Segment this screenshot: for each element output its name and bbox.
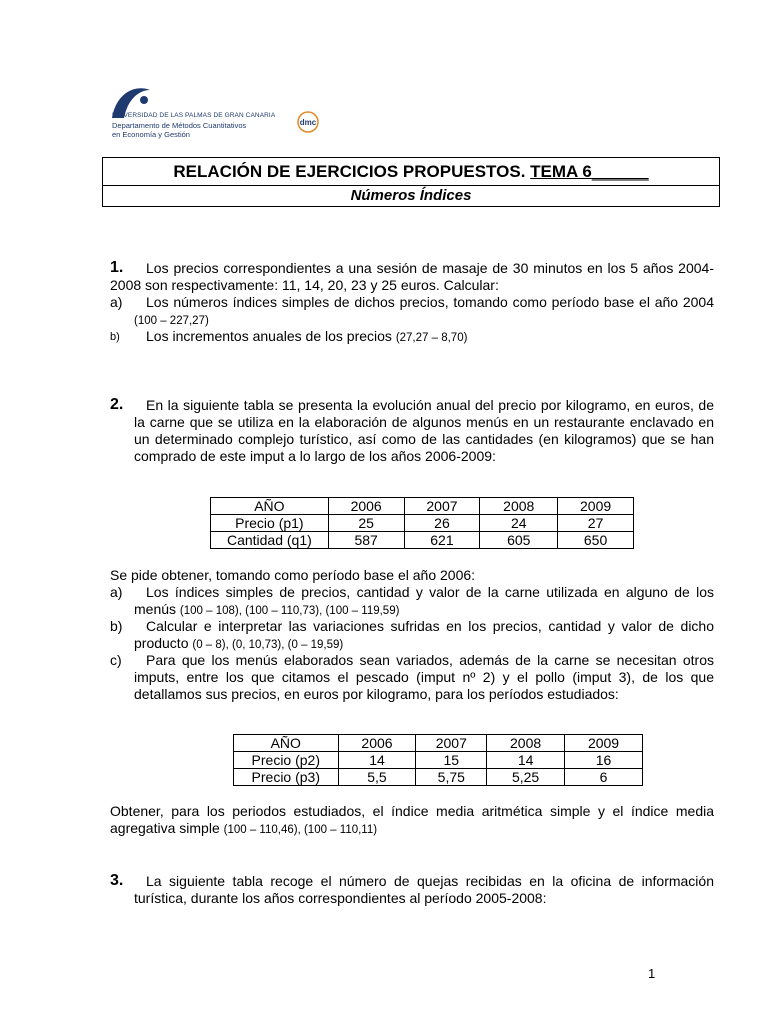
page-subtitle: Números Índices xyxy=(350,187,472,204)
table-header-cell: 2009 xyxy=(558,498,634,515)
exercise-1-b-answer: (27,27 – 8,70) xyxy=(395,332,468,344)
exercise-1-a xyxy=(134,294,714,330)
exercise-1-a-label: a) xyxy=(110,294,123,310)
exercise-2-a-text: Los índices simples de precios, cantidad y valor de la carne utilizada en alguno de los menús xyxy=(134,584,714,617)
department-line-2: en Economía y Gestión xyxy=(112,130,190,139)
exercise-2-b-label: b) xyxy=(110,618,123,634)
table-header-cell: 2009 xyxy=(565,735,643,752)
exercise-1-intro xyxy=(110,260,714,294)
exercise-2-b-text: Calcular e interpretar las variaciones sufridas en los precios, cantidad y valor de dicho producto xyxy=(134,618,714,651)
table-row xyxy=(234,752,643,769)
table-cell: 16 xyxy=(565,752,643,769)
table-cell: Cantidad (q1) xyxy=(211,532,329,549)
exercise-2-c-label: c) xyxy=(110,652,122,668)
table-row xyxy=(211,532,634,549)
table-cell: 605 xyxy=(480,532,558,549)
exercise-1-a-answer: (100 – 227,27) xyxy=(134,315,209,327)
table-header-cell: 2008 xyxy=(480,498,558,515)
table-cell: 26 xyxy=(404,515,480,532)
prices-quantities-table xyxy=(210,497,634,549)
exercise-1-intro-text: Los precios correspondientes a una sesión de masaje de 30 minutos en los 5 años 2004-2008 son respectivamente: 11, 14, 20, 23 y 25 euros. Calcular: xyxy=(110,260,714,293)
table-header-cell: AÑO xyxy=(234,735,339,752)
exercise-1-number: 1. xyxy=(110,259,124,276)
university-name: UNIVERSIDAD DE LAS PALMAS DE GRAN CANARIA xyxy=(112,112,276,119)
department-name xyxy=(112,121,246,139)
table-cell: 25 xyxy=(328,515,404,532)
exercise-1-b xyxy=(146,328,714,347)
table-cell: 650 xyxy=(558,532,634,549)
table-cell: 5,5 xyxy=(338,769,416,786)
table-cell: 14 xyxy=(487,752,565,769)
page-title xyxy=(103,158,719,186)
table-cell: Precio (p1) xyxy=(211,515,329,532)
exercise-1-a-text: Los números índices simples de dichos precios, tomando como período base el año 2004 xyxy=(146,294,714,310)
table-cell: 621 xyxy=(404,532,480,549)
exercise-2-number: 2. xyxy=(110,396,124,413)
exercise-2-a-label: a) xyxy=(110,584,123,600)
exercise-2-c: Para que los menús elaborados sean variados, además de la carne se necesitan otros imputs, entre los que citamos el pescado (imput nº 2) y el pollo (imput 3), de los que detallamos sus precios, en euros por kilogramo, para los períodos estudiados: xyxy=(134,652,714,702)
table-cell: 14 xyxy=(338,752,416,769)
exercise-3-intro: La siguiente tabla recoge el número de quejas recibidas en la oficina de información turística, durante los años correspondientes al período 2005-2008: xyxy=(134,873,714,906)
table-cell: 5,75 xyxy=(416,769,487,786)
table-cell: 5,25 xyxy=(487,769,565,786)
table-cell: Precio (p3) xyxy=(234,769,339,786)
table-cell: 27 xyxy=(558,515,634,532)
exercise-2-lead: Se pide obtener, tomando como período base el año 2006: xyxy=(110,567,476,583)
table-header-cell: 2007 xyxy=(404,498,480,515)
exercise-2-closing-answer: (100 – 110,46), (100 – 110,11) xyxy=(223,824,378,836)
exercise-2-closing xyxy=(110,803,714,839)
exercise-2-b-answer: (0 – 8), (0, 10,73), (0 – 19,59) xyxy=(192,639,344,651)
department-line-1: Departamento de Métodos Cuantitativos xyxy=(112,121,247,130)
table-cell: Precio (p2) xyxy=(234,752,339,769)
exercise-2-b xyxy=(134,618,714,654)
exercise-2-a xyxy=(134,584,714,620)
table-cell: 24 xyxy=(480,515,558,532)
page-number: 1 xyxy=(648,966,656,981)
table-header-row xyxy=(211,498,634,515)
title-tema xyxy=(530,162,648,181)
table-cell: 15 xyxy=(416,752,487,769)
exercise-1-b-label: b) xyxy=(110,331,120,343)
table-header-cell: AÑO xyxy=(211,498,329,515)
input-prices-table xyxy=(233,734,643,786)
table-header-cell: 2007 xyxy=(416,735,487,752)
dmc-logo-text: dmc xyxy=(299,118,317,127)
exercise-1-b-text: Los incrementos anuales de los precios xyxy=(146,328,392,344)
exercise-2-closing-text: Obtener, para los periodos estudiados, el índice media aritmética simple y el índice media agregativa simple xyxy=(110,803,714,836)
exercise-3-number: 3. xyxy=(110,872,124,889)
table-cell: 6 xyxy=(565,769,643,786)
table-row xyxy=(211,515,634,532)
title-box xyxy=(102,157,720,207)
exercise-2-a-answer: (100 – 108), (100 – 110,73), (100 – 119,59) xyxy=(179,605,400,617)
title-tema-text: TEMA 6 xyxy=(530,162,592,181)
title-tema-underline: ______ xyxy=(591,162,649,181)
dmc-logo-icon xyxy=(296,110,320,134)
table-header-cell: 2006 xyxy=(338,735,416,752)
title-main: RELACIÓN DE EJERCICIOS PROPUESTOS. xyxy=(173,162,526,181)
table-header-cell: 2008 xyxy=(487,735,565,752)
table-cell: 587 xyxy=(328,532,404,549)
table-header-row xyxy=(234,735,643,752)
table-row xyxy=(234,769,643,786)
exercise-2-intro: En la siguiente tabla se presenta la evolución anual del precio por kilogramo, en euros, de la carne que se utiliza en la elaboración de algunos menús en un restaurante enclavado en un determinado complejo turístico, así como de las cantidades (en kilogramos) que se han comprado de este imput a lo largo de los años 2006-2009: xyxy=(134,397,714,464)
table-header-cell: 2006 xyxy=(328,498,404,515)
